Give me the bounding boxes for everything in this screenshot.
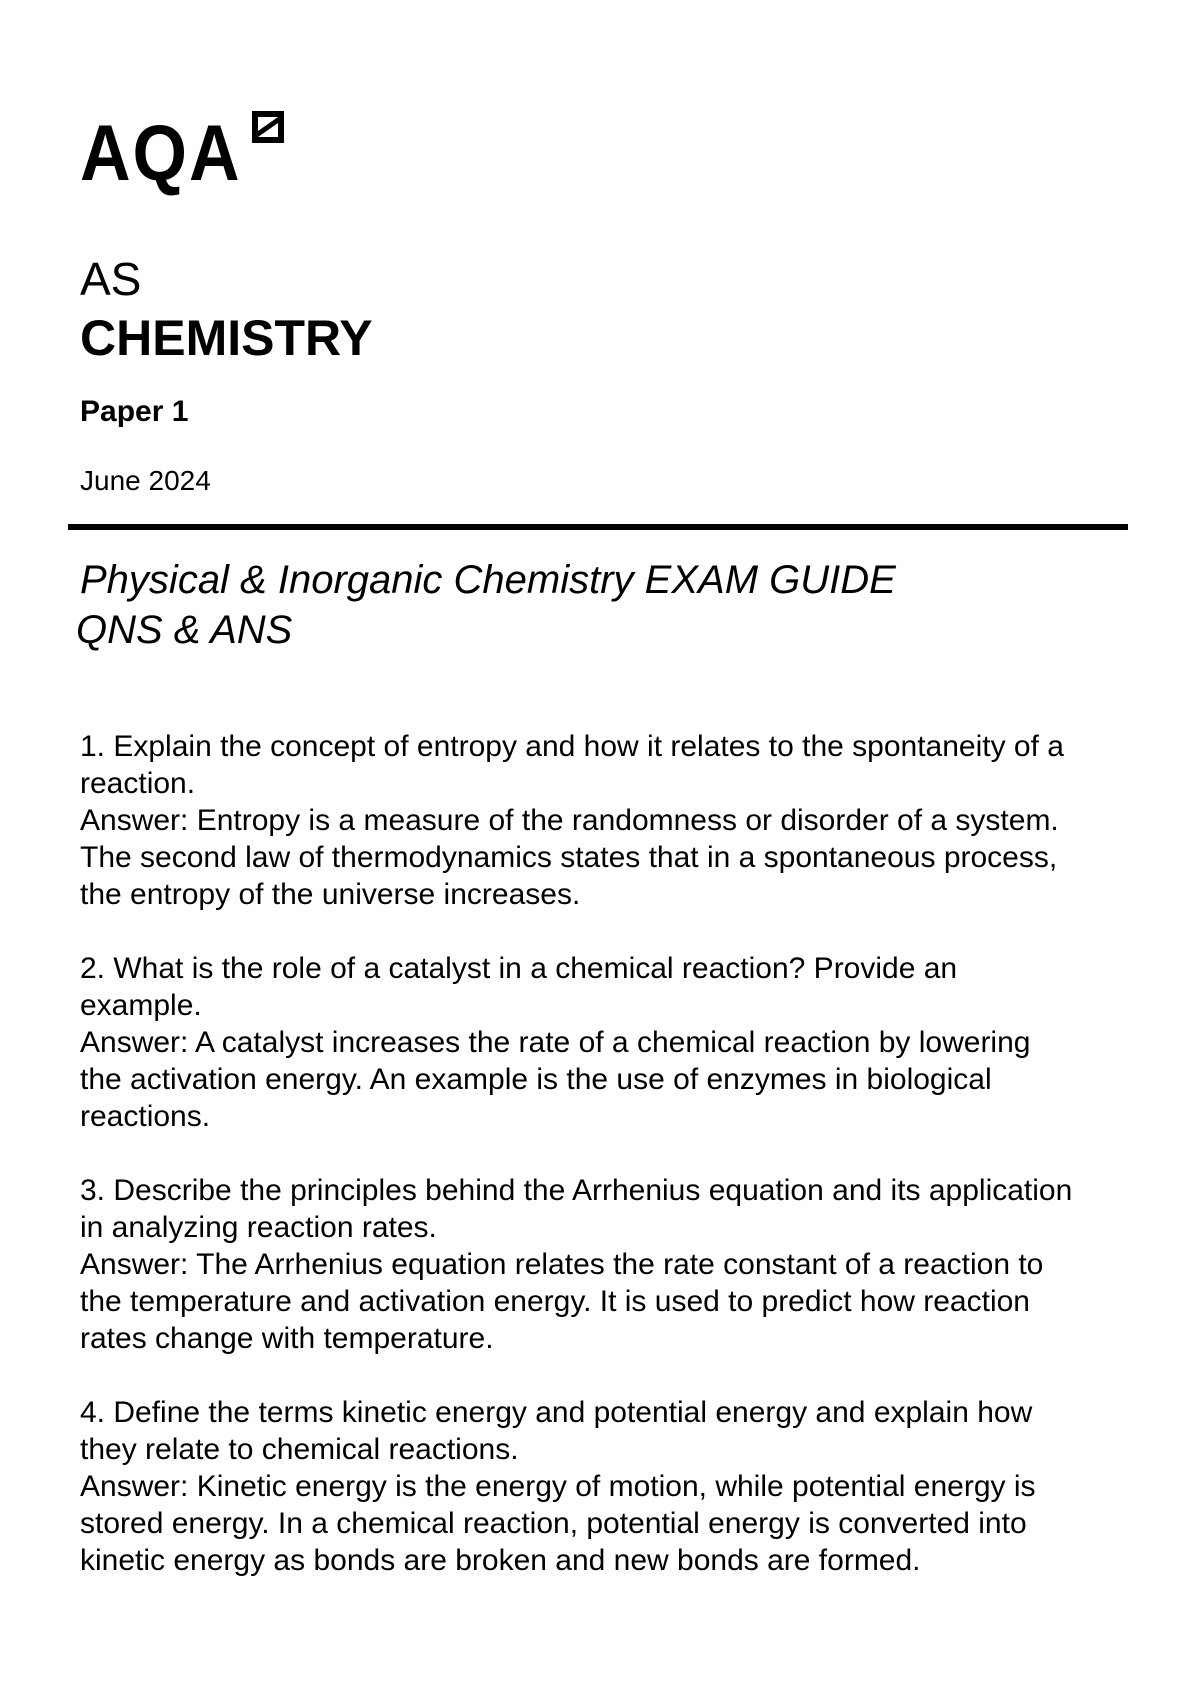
- answer-text: Answer: The Arrhenius equation relates the rate constant of a reaction to the temperature and activation energy. It is used to predict how reaction rates change with temperature.: [80, 1248, 1044, 1355]
- logo-text: AQA: [80, 109, 242, 197]
- aqa-logo: [80, 105, 286, 201]
- answer-text: Answer: Entropy is a measure of the randomness or disorder of a system. The second law of thermodynamics states that in a spontaneous process, the entropy of the universe increases.: [80, 804, 1059, 911]
- question-text: 1. Explain the concept of entropy and how it relates to the spontaneity of a reaction.: [80, 730, 1064, 800]
- answer-text: Answer: A catalyst increases the rate of a chemical reaction by lowering the activation energy. An example is the use of enzymes in biological reactions.: [80, 1026, 1031, 1133]
- horizontal-rule: [68, 524, 1128, 530]
- paper-number: Paper 1: [80, 395, 189, 428]
- question-text: 2. What is the role of a catalyst in a chemical reaction? Provide an example.: [80, 952, 958, 1022]
- qa-item: [80, 950, 1080, 1135]
- question-text: 3. Describe the principles behind the Arrhenius equation and its application in analyzing reaction rates.: [80, 1174, 1073, 1244]
- exam-date: June 2024: [80, 465, 211, 496]
- question-text: 4. Define the terms kinetic energy and potential energy and explain how they relate to chemical reactions.: [80, 1396, 1033, 1466]
- qa-list: [80, 728, 1080, 1616]
- guide-title: [76, 555, 1080, 655]
- answer-text: Answer: Kinetic energy is the energy of motion, while potential energy is stored energy. In a chemical reaction, potential energy is converted into kinetic energy as bonds are broken and new bonds are formed.: [80, 1470, 1036, 1577]
- qa-item: [80, 1394, 1080, 1579]
- aqa-tick-mark-icon: [250, 109, 286, 145]
- qualification-level: AS: [80, 253, 142, 305]
- guide-title-line2: QNS & ANS: [76, 608, 293, 652]
- subject-title: CHEMISTRY: [80, 310, 373, 366]
- qa-item: [80, 1172, 1080, 1357]
- guide-title-line1: Physical & Inorganic Chemistry EXAM GUIDE: [80, 558, 896, 602]
- qa-item: [80, 728, 1080, 913]
